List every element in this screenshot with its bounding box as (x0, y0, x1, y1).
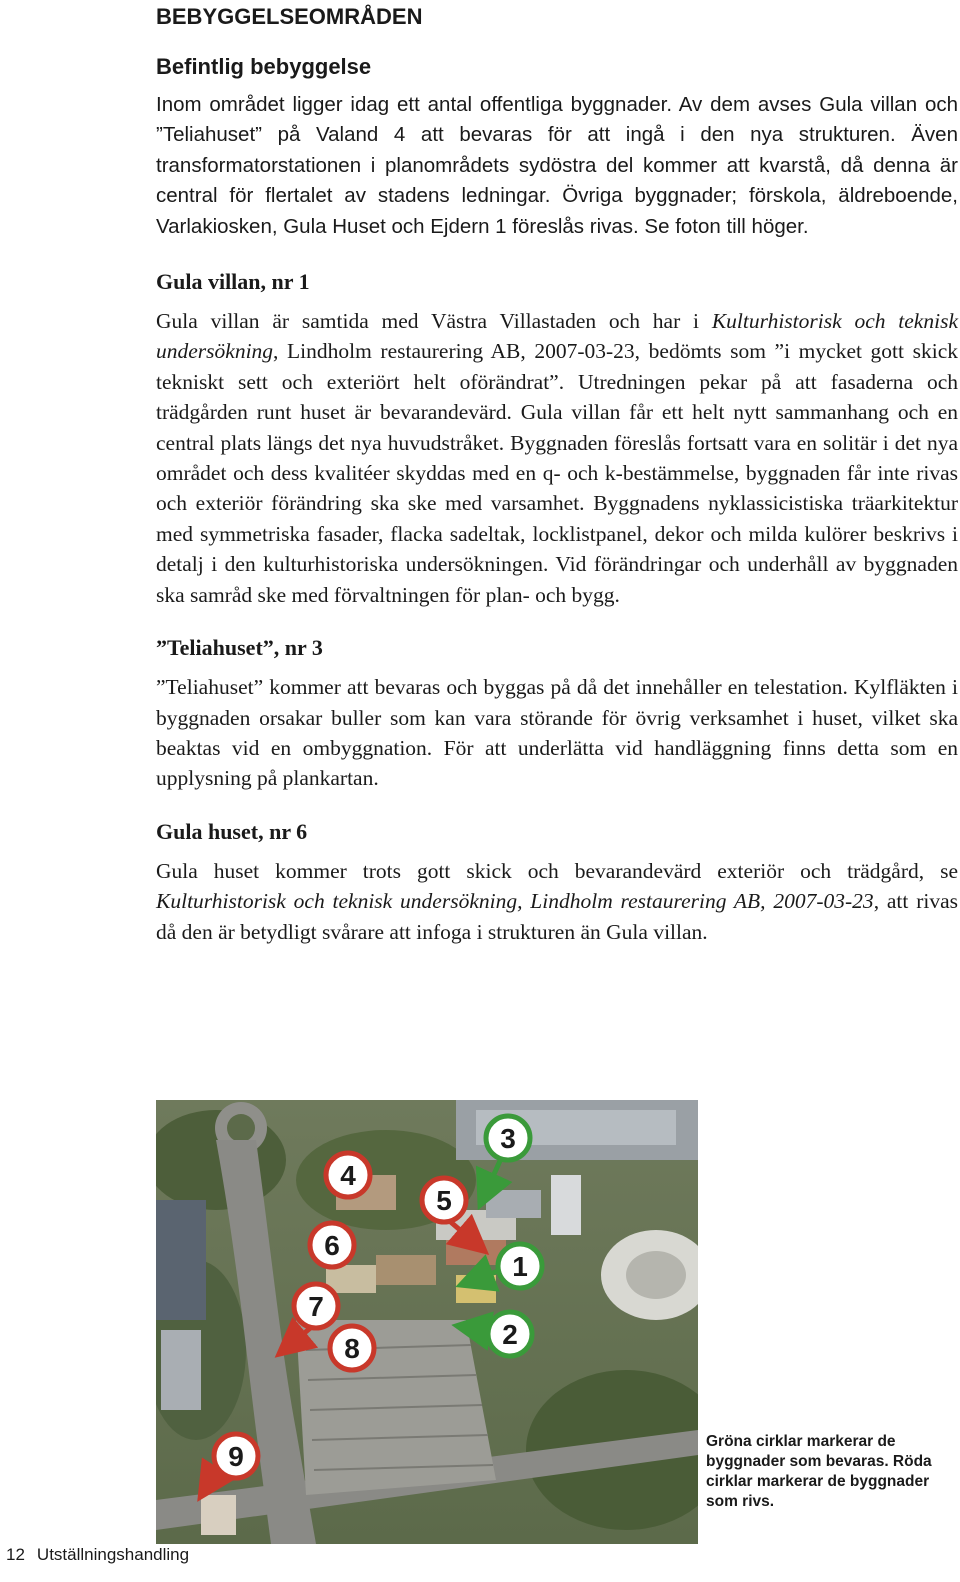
marker-9 (214, 1434, 258, 1478)
gula-huset-heading: Gula huset, nr 6 (156, 818, 308, 844)
marker-2 (488, 1312, 532, 1356)
section-title: BEBYGGELSEOMRÅDEN (156, 4, 423, 29)
intro-paragraph: Inom området ligger idag ett antal offentliga byggnader. Av dem avses Gula villan och ”Teliahuset” på Valand 4 att bevaras för att ingå i den nya strukturen. Även transformatorstationen i planområdets sydöstra del kommer att kvarstå, då denna är central för flertalet av stadens ledningar. Övriga byggnader; förskola, äldreboende, Varlakiosken, Gula Huset och Ejdern 1 föreslås rivas. Se foton till höger. (156, 93, 958, 238)
footer-label: Utställningshandling (36, 1545, 190, 1564)
marker-label-4: 4 (340, 1160, 356, 1191)
marker-3 (486, 1116, 530, 1160)
gula-villan-paragraph (156, 306, 958, 610)
gula-huset-italic: Kulturhistorisk och teknisk undersökning, Lindholm restaurering AB, 2007-03-23 (156, 889, 874, 914)
marker-5 (422, 1178, 466, 1222)
marker-label-7: 7 (308, 1291, 324, 1322)
photo-caption: Gröna cirklar markerar de byggnader som bevaras. Röda cirklar markerar de byggnader som rivs. (706, 1433, 932, 1510)
gula-villan-text-1: Gula villan är samtida med Västra Villastaden och har i (156, 309, 712, 334)
gula-huset-text-1: Gula huset kommer trots gott skick och bevarandevärd exteriör och trädgård, se (156, 858, 958, 883)
sub-title: Befintlig bebyggelse (156, 54, 372, 79)
teliahuset-paragraph: ”Teliahuset” kommer att bevaras och byggas på då det innehåller en telestation. Kylfläkten i byggnaden orsakar buller som kan vara störande för övrig verksamhet i huset, vilket ska beaktas vid en ombyggnation. För att underlätta vid handläggning finns detta som en upplysning på plankartan. (156, 675, 958, 791)
page-footer (6, 1545, 201, 1565)
page-content (156, 0, 958, 947)
gula-villan-heading: Gula villan, nr 1 (156, 269, 310, 295)
gula-villan-text-2: , Lindholm restaurering AB, 2007-03-23, bedömts som ”i mycket gott skick tekniskt sett och exteriört helt oförändrat”. Utredningen pekar på att fasaderna och trädgården runt huset är bevarandevärd. Gula villan får ett helt nytt sammanhang och en central plats längs det nya huvudstråket. Byggnaden föreslås fortsatt vara en solitär i det nya området och dess kvalitéer skyddas med en q- och k-bestämmelse, byggnaden får inte rivas och exteriör förändring ska ske med varsamhet. Byggnadens nyklassicistiska träarkitektur med symmetriska fasader, flacka sadeltak, locklistpanel, dekor och milda kulörer beskrivs i detalj i den kulturhistoriska undersökningen. Vid förändringar och underhåll av byggnaden ska samråd ske med förvaltningen för plan- och bygg. (156, 339, 958, 607)
teliahuset-heading: ”Teliahuset”, nr 3 (156, 635, 323, 661)
marker-label-8: 8 (344, 1333, 360, 1364)
aerial-photo-drawing (156, 1100, 698, 1544)
marker-7 (294, 1284, 338, 1328)
gula-huset-paragraph (156, 856, 958, 947)
aerial-photo (156, 1100, 698, 1544)
page-number: 12 (6, 1545, 25, 1564)
marker-label-6: 6 (324, 1230, 340, 1261)
marker-4 (326, 1153, 370, 1197)
marker-label-1: 1 (512, 1251, 528, 1282)
marker-label-2: 2 (502, 1319, 518, 1350)
marker-1 (498, 1244, 542, 1288)
marker-6 (310, 1223, 354, 1267)
marker-label-3: 3 (500, 1123, 516, 1154)
gula-huset-text-2: , att rivas då den är betydligt svårare att infoga i strukturen än Gula villan. (156, 889, 958, 944)
gula-villan-italic: Kulturhistorisk och teknisk undersökning (156, 309, 958, 364)
marker-label-5: 5 (436, 1185, 452, 1216)
marker-8 (330, 1326, 374, 1370)
marker-label-9: 9 (228, 1441, 244, 1472)
